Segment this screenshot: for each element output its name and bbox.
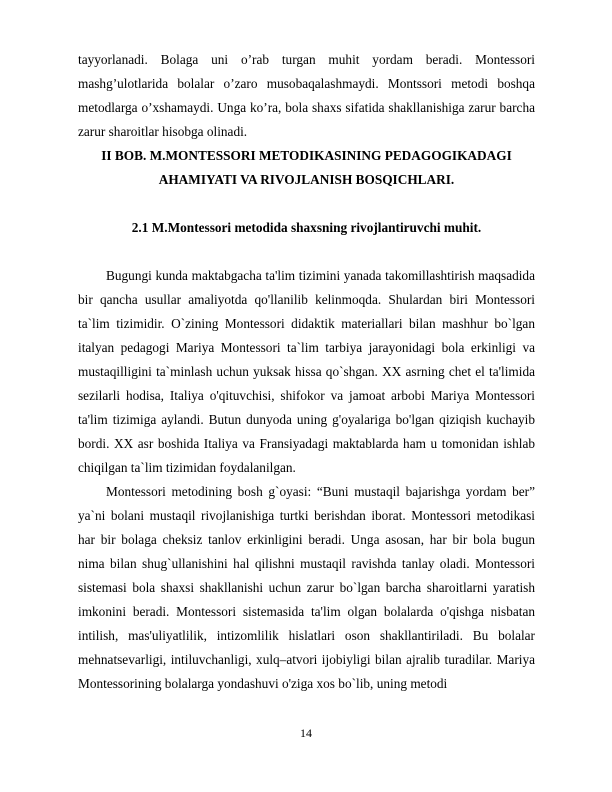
page-content [78, 48, 535, 696]
paragraph-body-one: Bugungi kunda maktabgacha ta'lim tizimini yanada takomillashtirish maqsadida bir qancha usullar amaliyotda qo'llanilib kelinmoqda. Shulardan biri Montessori ta`lim tizimidir. O`zining Montessori didaktik materiallari bilan mashhur bo`lgan italyan pedagogi Mariya Montessori ta`lim tarbiya jarayonidagi bola erkinligi va mustaqilligini ta`minlash uchun yuksak hissa qo`shgan. XX asrning chet el ta'limida sezilarli hodisa, Italiya o'qituvchisi, shifokor va jamoat arbobi Mariya Montessori ta'lim tizimiga aylandi. Butun dunyoda uning g'oyalariga bo'lgan qiziqish kuchayib bordi. XX asr boshida Italiya va Fransiyadagi maktablarda ham u tomonidan ishlab chiqilgan ta`lim tizimidan foydalanilgan. [78, 268, 535, 475]
page-number: 14 [300, 726, 312, 740]
paragraph-intro: tayyorlanadi. Bolaga uni o’rab turgan muhit yordam beradi. Montessori mashg’ulotlarida bolalar o’zaro musobaqalashmaydi. Montssori metodi boshqa metodlarga o’xshamaydi. Unga ko’ra, bola shaxs sifatida shakllanishiga zarur barcha zarur sharoitlar hisobga olinadi. [78, 52, 535, 139]
chapter-heading-line-1: II BOB. M.MONTESSORI METODIKASINING PEDAGOGIKADAGI [101, 148, 512, 163]
paragraph-body-two: Montessori metodining bosh g`oyasi: “Buni mustaqil bajarishga yordam ber” ya`ni bolani mustaqil rivojlanishiga turtki berishdan iborat. Montessori metodikasi har bir bolaga cheksiz tanlov erkinligini beradi. Unga asosan, har bir bola bugun nima bilan shug`ullanishini hal qilishni mustaqil ravishda tanlay oladi. Montessori sistemasi bola shaxsi shakllanishi uchun zarur bo`lgan barcha sharoitlarni yaratish imkonini beradi. Montessori sistemasida ta'lim olgan bolalarda o'qishga nisbatan intilish, mas'uliyatlilik, intizomlilik hislatlari oson shakllantiriladi. Bu bolalar mehnatsevarligi, intiluvchanligi, xulq–atvori ijobiyligi bilan ajralib turadilar. Mariya Montessorining bolalarga yondashuvi o'ziga xos bo`lib, uning metodi [78, 484, 535, 691]
heading-spacer-lower [78, 240, 535, 264]
section-heading: 2.1 M.Montessori metodida shaxsning rivojlantiruvchi muhit. [131, 220, 482, 235]
chapter-heading-line-2: AHAMIYATI VA RIVOJLANISH BOSQICHLARI. [158, 172, 455, 187]
heading-spacer-upper [78, 192, 535, 216]
